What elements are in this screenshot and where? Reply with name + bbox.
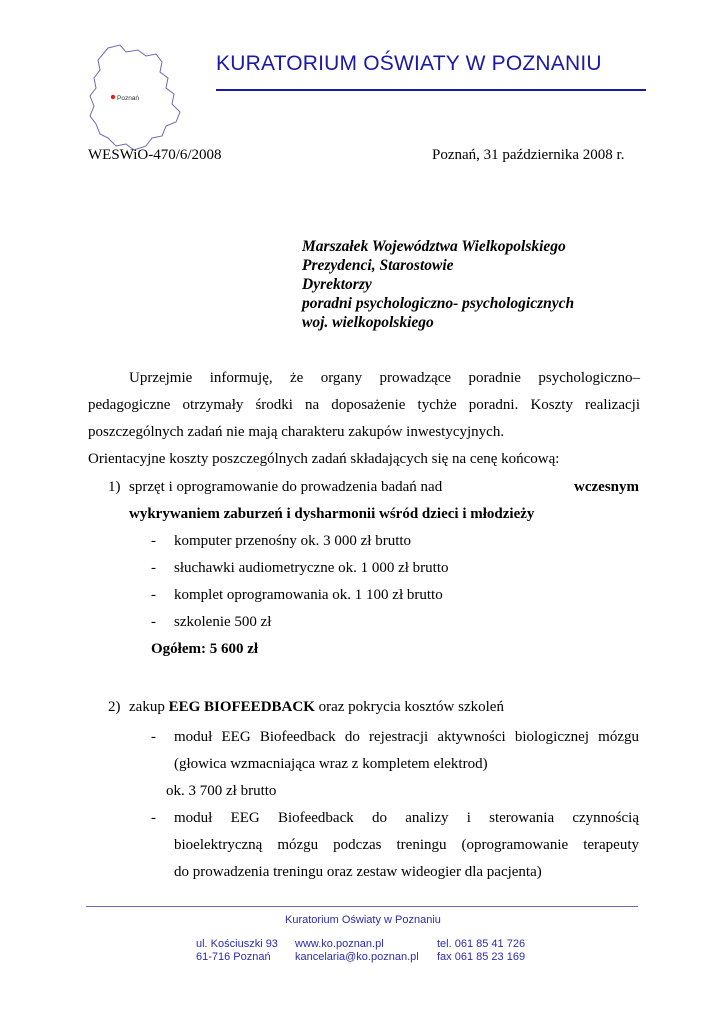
item-1-bullet: komplet oprogramowania ok. 1 100 zł brutto xyxy=(174,587,443,603)
item-1-line-1 xyxy=(129,479,639,496)
item-2-bullet-1-line-1: moduł EEG Biofeedback do rejestracji aktywności biologicznej mózgu xyxy=(174,729,639,745)
footer-email[interactable]: kancelaria@ko.poznan.pl xyxy=(295,951,419,963)
item-1-bold-2: wykrywaniem zaburzeń i dysharmonii wśród dzieci i młodzieży xyxy=(129,506,535,522)
intro-line-2: pedagogiczne otrzymały środki na doposażenie tychże poradni. Koszty realizacji xyxy=(88,397,640,413)
recipient-line: Prezydenci, Starostowie xyxy=(302,257,454,274)
item-1-number: 1) xyxy=(108,479,121,495)
costs-intro: Orientacyjne koszty poszczególnych zadań składających się na cenę końcową: xyxy=(88,451,560,467)
item-2-line xyxy=(129,699,504,716)
item-2-suffix: oraz pokrycia kosztów szkoleń xyxy=(318,699,504,715)
bullet-dash: - xyxy=(151,614,156,630)
map-city-label: Poznań xyxy=(117,95,140,102)
item-1-bullet: słuchawki audiometryczne ok. 1 000 zł brutto xyxy=(174,560,449,576)
bullet-dash: - xyxy=(151,533,156,549)
item-1-bullet: komputer przenośny ok. 3 000 zł brutto xyxy=(174,533,412,549)
item-2-bullet-2-line-1: moduł EEG Biofeedback do analizy i sterowania czynnością xyxy=(174,810,639,826)
footer-website[interactable]: www.ko.poznan.pl xyxy=(295,938,384,950)
item-2-number: 2) xyxy=(108,699,121,715)
document-date: Poznań, 31 października 2008 r. xyxy=(432,147,625,163)
recipient-line: poradni psychologiczno- psychologicznych xyxy=(302,295,575,312)
footer-phone: tel. 061 85 41 726 xyxy=(437,938,526,950)
item-2-prefix: zakup xyxy=(129,699,165,715)
item-2-bullet-1-price: ok. 3 700 zł brutto xyxy=(166,783,277,799)
item-1-total xyxy=(151,641,258,658)
item-2-bullet-2-line-3: do prowadzenia treningu oraz zestaw wideogier dla pacjenta) xyxy=(174,864,542,880)
item-2-bullet-1-line-2: (głowica wzmacniająca wraz z kompletem elektrod) xyxy=(174,756,488,772)
recipient-line: woj. wielkopolskiego xyxy=(302,314,434,331)
header-title: KURATORIUM OŚWIATY W POZNANIU xyxy=(216,52,602,75)
header-divider xyxy=(216,89,646,91)
recipient-line: Dyrektorzy xyxy=(302,276,372,293)
bullet-dash: - xyxy=(151,560,156,576)
region-map-logo xyxy=(86,42,186,154)
poznan-dot xyxy=(111,95,115,99)
footer-org: Kuratorium Oświaty w Poznaniu xyxy=(285,914,441,926)
recipients-block xyxy=(302,237,574,332)
item-1-line-2 xyxy=(129,506,534,523)
bullet-dash: - xyxy=(151,587,156,603)
item-1-text: sprzęt i oprogramowanie do prowadzenia badań nad xyxy=(129,479,443,495)
item-1-total-text: Ogółem: 5 600 zł xyxy=(151,641,259,657)
item-1-bold-1: wczesnym xyxy=(574,479,639,495)
item-1-bullet: szkolenie 500 zł xyxy=(174,614,272,630)
reference-number: WESWiO-470/6/2008 xyxy=(88,147,222,163)
intro-line-3: poszczególnych zadań nie mają charakteru zakupów inwestycyjnych. xyxy=(88,424,505,440)
bullet-dash: - xyxy=(151,810,156,826)
footer-divider xyxy=(86,906,638,907)
footer-address-1: ul. Kościuszki 93 xyxy=(196,938,278,950)
footer-fax: fax 061 85 23 169 xyxy=(437,951,526,963)
footer-address-2: 61-716 Poznań xyxy=(196,951,271,963)
recipient-line: Marszałek Województwa Wielkopolskiego xyxy=(302,238,566,255)
item-2-bold: EEG BIOFEEDBACK xyxy=(168,699,315,715)
intro-line-1: Uprzejmie informuję, że organy prowadzące poradnie psychologiczno– xyxy=(129,370,640,386)
item-2-bullet-2-line-2: bioelektryczną mózgu podczas treningu (oprogramowanie terapeuty xyxy=(174,837,639,853)
bullet-dash: - xyxy=(151,729,156,745)
